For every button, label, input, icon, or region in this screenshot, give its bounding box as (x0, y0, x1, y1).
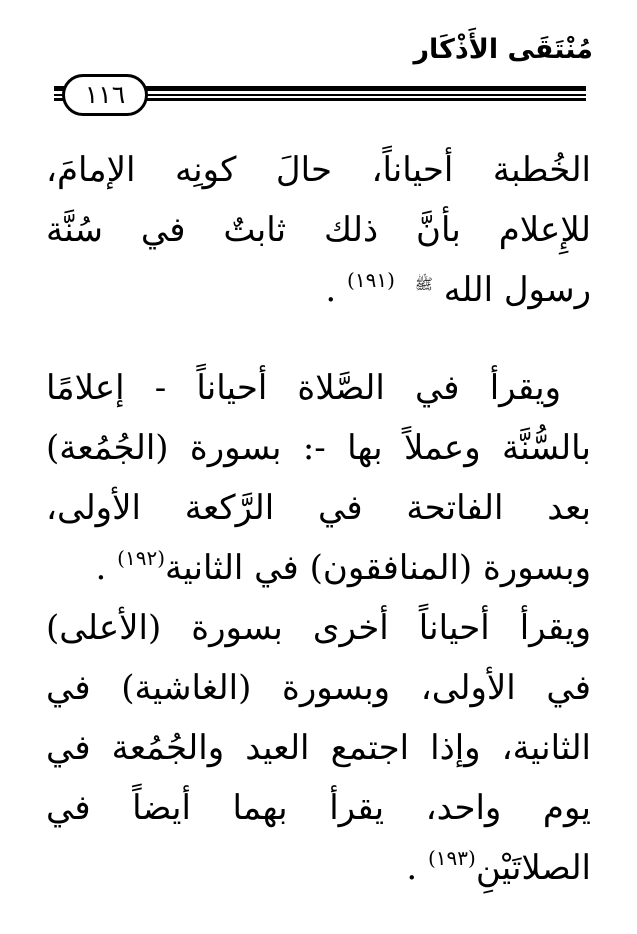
text-line: الثانية، وإذا اجتمع العيد والجُمُعة في (46, 728, 591, 768)
footnote-ref: (١٩١) (347, 268, 395, 292)
salawat-mark: ﷺ (414, 275, 433, 293)
footnote-ref: (١٩٢) (117, 546, 165, 570)
line-text: الصلاتَيْنِ (475, 848, 591, 888)
text-line: بالسُّنَّة وعملاً بها -: بسورة (الجُمُعة) (46, 428, 591, 468)
text-line: يوم واحد، يقرأ بهما أيضاً في (46, 788, 591, 828)
text-line: ويقرأ في الصَّلاة أحياناً - إعلامًا (46, 368, 561, 408)
page-number: ١١٦ (62, 74, 148, 116)
line-text: رسول الله (443, 270, 591, 310)
running-header-title: مُنْتَقَى الأَذْكَار (413, 34, 593, 65)
text-line (46, 838, 591, 898)
line-end-punct: . (406, 848, 418, 888)
page-body (46, 140, 591, 898)
text-line: ويقرأ أحياناً أخرى بسورة (الأعلى) (46, 608, 591, 648)
line-text: وبسورة (المنافقون) في الثانية (165, 548, 591, 588)
text-line: في الأولى، وبسورة (الغاشية) في (46, 668, 591, 708)
paragraph-gap (46, 320, 591, 358)
footnote-ref: (١٩٣) (427, 846, 476, 870)
text-line (46, 538, 591, 598)
text-line: الخُطبة أحياناً، حالَ كونِه الإمامَ، (46, 150, 591, 190)
text-line (46, 260, 591, 320)
line-end-punct: . (95, 548, 107, 588)
line-end-punct: . (325, 270, 337, 310)
text-line: بعد الفاتحة في الرَّكعة الأولى، (46, 488, 591, 528)
text-line: للإِعلام بأنَّ ذلك ثابتٌ في سُنَّة (46, 210, 591, 250)
